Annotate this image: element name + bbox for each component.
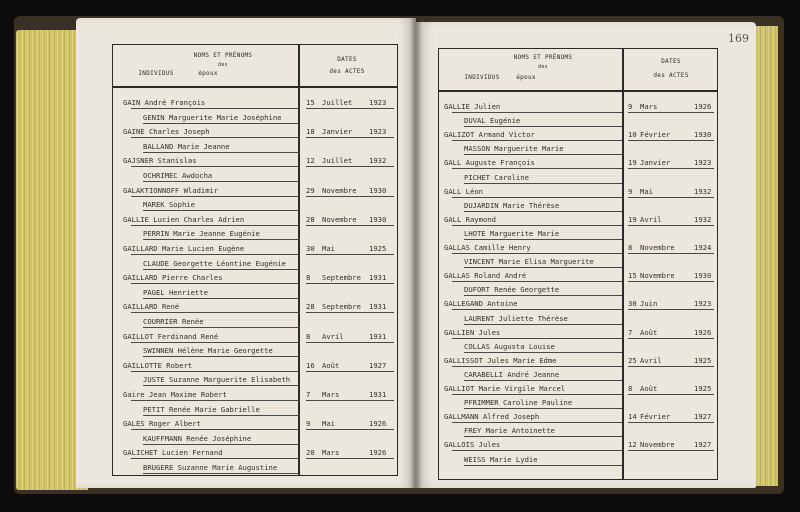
date-rule [306, 371, 394, 372]
husband-rule [131, 429, 299, 430]
wife-rule [143, 327, 299, 328]
act-day: 28 [306, 214, 315, 224]
act-day: 16 [306, 360, 315, 370]
act-month: Septembre [322, 302, 361, 312]
left-names-individus: INDIVIDUS [138, 70, 174, 77]
act-day: 18 [306, 127, 315, 137]
husband-rule [131, 283, 299, 284]
act-year: 1931 [369, 331, 387, 341]
husband-name: GAILLOT Ferdinand René [123, 331, 219, 341]
husband-rule [131, 312, 299, 313]
date-rule [306, 137, 394, 138]
act-month: Février [640, 130, 671, 140]
wife-rule [464, 408, 622, 409]
husband-name: GAILLARD René [123, 302, 180, 312]
act-year: 1923 [694, 299, 712, 309]
act-day: 8 [628, 384, 633, 393]
act-month: Novembre [322, 214, 357, 224]
date-rule [628, 422, 714, 423]
husband-rule [131, 196, 299, 197]
husband-name: GALL Léon [444, 186, 483, 196]
left-names-des: des [218, 62, 228, 68]
date-rule [628, 394, 714, 395]
wife-name: DUFORT Renée Georgette [464, 285, 560, 295]
act-month: Juillet [322, 98, 353, 107]
act-month: Avril [640, 355, 662, 365]
wife-name: JUSTE Suzanne Marguerite Elisabeth [143, 375, 291, 385]
wife-rule [464, 154, 622, 155]
husband-rule [452, 338, 622, 339]
right-names-des: des [538, 64, 548, 70]
date-rule [628, 366, 714, 367]
husband-name: GALL Auguste François [444, 158, 535, 168]
husband-name: GAIN André François [123, 98, 206, 107]
act-year: 1924 [694, 243, 712, 252]
act-day: 30 [306, 244, 315, 253]
husband-rule [452, 450, 622, 451]
act-year: 1931 [369, 302, 387, 312]
date-rule [306, 400, 394, 401]
wife-rule [464, 126, 622, 127]
act-month: Novembre [640, 271, 675, 281]
date-rule [306, 254, 394, 255]
husband-name: Gaire Jean Maxime Robert [123, 390, 227, 399]
act-day: 30 [628, 299, 637, 309]
wife-name: PICHET Caroline [464, 172, 529, 182]
date-rule [628, 112, 714, 113]
wife-name: COURRIER Renée [143, 317, 204, 326]
act-day: 19 [628, 214, 637, 224]
act-day: 20 [306, 448, 315, 458]
husband-rule [131, 458, 299, 459]
wife-rule [143, 356, 299, 357]
date-rule [628, 253, 714, 254]
date-rule [628, 281, 714, 282]
wife-name: FREY Marie Antoinette [464, 426, 555, 436]
wife-name: BRUGERE Suzanne Marie Augustine [143, 463, 278, 472]
right-page [416, 22, 756, 488]
date-rule [628, 197, 714, 198]
act-month: Mai [640, 186, 653, 196]
act-day: 12 [628, 440, 637, 450]
wife-name: VINCENT Marie Elisa Marguerite [464, 257, 594, 267]
wife-name: LAURENT Juliette Thérèse [464, 313, 568, 323]
husband-rule [452, 309, 622, 310]
right-names-individus: INDIVIDUS [464, 74, 500, 81]
act-day: 14 [628, 412, 637, 422]
husband-rule [452, 112, 622, 113]
wife-rule [464, 352, 622, 353]
left-names-epoux: époux [198, 70, 218, 77]
act-day: 12 [306, 156, 315, 166]
act-day: 15 [306, 98, 315, 107]
husband-name: GALAKTIONNOFF Wladimir [123, 185, 219, 195]
left-dates-header: DATES [337, 56, 357, 63]
husband-rule [452, 225, 622, 226]
act-year: 1930 [369, 185, 387, 195]
wife-name: DUVAL Eugénie [464, 116, 521, 126]
husband-name: GALLEGAND Antoine [444, 299, 518, 309]
husband-name: GALLISSOT Jules Marie Edme [444, 355, 557, 365]
wife-name: MAREK Sophie [143, 200, 195, 210]
husband-rule [452, 140, 622, 141]
husband-name: GALLIE Lucien Charles Adrien [123, 214, 245, 224]
wife-rule [464, 211, 622, 212]
act-month: Novembre [640, 243, 675, 252]
date-rule [306, 312, 394, 313]
husband-rule [452, 197, 622, 198]
act-year: 1930 [694, 130, 712, 140]
wife-rule [143, 444, 299, 445]
wife-name: OCHRIMEC Awdocha [143, 171, 213, 180]
act-year: 1925 [694, 384, 712, 393]
husband-name: GALLAS Roland André [444, 271, 527, 281]
husband-rule [452, 366, 622, 367]
act-month: Août [640, 384, 658, 393]
husband-rule [131, 342, 299, 343]
husband-rule [452, 281, 622, 282]
act-day: 25 [628, 355, 637, 365]
act-day: 8 [306, 331, 311, 341]
wife-rule [143, 152, 299, 153]
act-day: 8 [306, 273, 311, 283]
right-column-divider [622, 48, 624, 479]
act-day: 29 [306, 185, 315, 195]
wife-name: COLLAS Augusta Louise [464, 341, 555, 351]
husband-rule [131, 225, 299, 226]
act-month: Août [322, 360, 340, 370]
wife-rule [143, 385, 299, 386]
act-day: 10 [628, 130, 637, 140]
date-rule [628, 309, 714, 310]
act-year: 1931 [369, 273, 387, 283]
right-names-header: NOMS ET PRÉNOMS [513, 54, 573, 61]
husband-name: GAILLOTTE Robert [123, 360, 193, 370]
act-year: 1923 [694, 158, 712, 168]
wife-rule [464, 183, 622, 184]
husband-rule [131, 254, 299, 255]
act-month: Avril [322, 331, 344, 341]
wife-name: PAGEL Henriette [143, 287, 208, 297]
act-year: 1926 [694, 327, 712, 337]
wife-name: SWINNEN Hélène Marie Georgette [143, 346, 273, 356]
date-rule [306, 283, 394, 284]
right-dates-sub: des ACTES [653, 72, 689, 79]
husband-name: GAILLARD Pierre Charles [123, 273, 223, 283]
act-year: 1932 [694, 186, 712, 196]
act-month: Janvier [640, 158, 671, 168]
wife-name: PETIT Renée Marie Gabrielle [143, 404, 260, 414]
husband-name: GALIZOT Armand Victor [444, 130, 535, 140]
act-month: Juillet [322, 156, 353, 166]
husband-name: GALLAS Camille Henry [444, 243, 531, 252]
act-month: Mai [322, 244, 335, 253]
act-month: Novembre [322, 185, 357, 195]
wife-name: PERRIN Marie Jeanne Eugénie [143, 229, 260, 239]
act-month: Mai [322, 419, 335, 429]
act-year: 1927 [694, 440, 712, 450]
date-rule [628, 338, 714, 339]
wife-name: WEISS Marie Lydie [464, 454, 538, 464]
act-year: 1926 [369, 448, 387, 458]
act-year: 1930 [369, 214, 387, 224]
husband-rule [131, 400, 299, 401]
act-day: 28 [306, 302, 315, 312]
date-rule [628, 450, 714, 451]
husband-name: GALLMANN Alfred Joseph [444, 412, 540, 422]
date-rule [306, 458, 394, 459]
wife-rule [143, 239, 299, 240]
act-day: 9 [306, 419, 311, 429]
wife-rule [143, 473, 299, 474]
husband-name: GALLIEN Jules [444, 327, 501, 337]
wife-name: PFRIMMER Caroline Pauline [464, 398, 573, 408]
act-month: Septembre [322, 273, 361, 283]
act-day: 7 [306, 390, 311, 399]
act-year: 1931 [369, 390, 387, 399]
wife-rule [143, 298, 299, 299]
act-month: Avril [640, 214, 662, 224]
wife-name: MASSON Marguerite Marie [464, 144, 564, 154]
left-header-rule [112, 86, 398, 88]
date-rule [628, 140, 714, 141]
husband-name: GALICHET Lucien Fernand [123, 448, 223, 458]
date-rule [306, 342, 394, 343]
act-year: 1932 [369, 156, 387, 166]
wife-rule [464, 324, 622, 325]
husband-name: GAJSNER Stanislas [123, 156, 197, 166]
wife-rule [464, 465, 622, 466]
husband-rule [452, 394, 622, 395]
wife-name: DUJARDIN Marie Thérèse [464, 200, 560, 210]
act-year: 1927 [369, 360, 387, 370]
wife-rule [464, 436, 622, 437]
husband-rule [131, 371, 299, 372]
date-rule [306, 166, 394, 167]
wife-rule [464, 267, 622, 268]
act-day: 8 [628, 243, 633, 252]
act-month: Mars [322, 448, 340, 458]
date-rule [306, 108, 394, 109]
act-month: Mars [322, 390, 340, 399]
act-year: 1932 [694, 214, 712, 224]
act-month: Novembre [640, 440, 675, 450]
left-dates-sub: des ACTES [329, 68, 365, 75]
husband-rule [452, 422, 622, 423]
act-year: 1927 [694, 412, 712, 422]
right-header-rule [438, 90, 718, 92]
husband-name: GAINE Charles Joseph [123, 127, 210, 137]
wife-name: GENIN Marguerite Marie Joséphine [143, 112, 282, 122]
date-rule [306, 196, 394, 197]
husband-rule [452, 168, 622, 169]
act-day: 9 [628, 186, 633, 196]
act-year: 1923 [369, 98, 387, 107]
date-rule [306, 429, 394, 430]
wife-name: KAUFFMANN Renée Joséphine [143, 433, 252, 443]
left-page [76, 18, 416, 488]
husband-rule [131, 108, 299, 109]
book-gutter [410, 18, 422, 488]
husband-rule [131, 166, 299, 167]
page-number: 169 [728, 32, 749, 45]
right-dates-header: DATES [661, 58, 681, 65]
act-day: 7 [628, 327, 633, 337]
wife-rule [143, 181, 299, 182]
right-names-epoux: époux [516, 74, 536, 81]
husband-name: GALL Raymond [444, 214, 496, 224]
husband-rule [131, 137, 299, 138]
date-rule [628, 168, 714, 169]
husband-name: GAILLARD Marie Lucien Eugène [123, 244, 245, 253]
left-names-header: NOMS ET PRÉNOMS [193, 52, 253, 59]
wife-rule [143, 415, 299, 416]
husband-name: GALLIE Julien [444, 102, 501, 111]
act-day: 9 [628, 102, 633, 111]
husband-name: GALES Roger Albert [123, 419, 201, 429]
wife-rule [143, 123, 299, 124]
act-year: 1925 [369, 244, 387, 253]
husband-rule [452, 253, 622, 254]
wife-rule [143, 269, 299, 270]
date-rule [306, 225, 394, 226]
wife-rule [464, 295, 622, 296]
act-month: Mars [640, 102, 658, 111]
wife-name: BALLAND Marie Jeanne [143, 141, 230, 151]
wife-rule [143, 210, 299, 211]
act-year: 1930 [694, 271, 712, 281]
wife-name: CARABELLI André Jeanne [464, 369, 560, 379]
act-month: Janvier [322, 127, 353, 137]
act-year: 1926 [369, 419, 387, 429]
wife-rule [464, 380, 622, 381]
husband-name: GALLOIS Jules [444, 440, 501, 450]
act-year: 1923 [369, 127, 387, 137]
act-month: Août [640, 327, 658, 337]
husband-name: GALLIOT Marie Virgile Marcel [444, 384, 566, 393]
wife-rule [464, 239, 622, 240]
act-month: Février [640, 412, 671, 422]
date-rule [628, 225, 714, 226]
act-year: 1925 [694, 355, 712, 365]
act-day: 19 [628, 158, 637, 168]
wife-name: LHOTE Marguerite Marie [464, 228, 560, 238]
act-year: 1926 [694, 102, 712, 111]
wife-name: CLAUDE Georgette Léontine Eugénie [143, 258, 286, 268]
act-month: Juin [640, 299, 658, 309]
act-day: 15 [628, 271, 637, 281]
